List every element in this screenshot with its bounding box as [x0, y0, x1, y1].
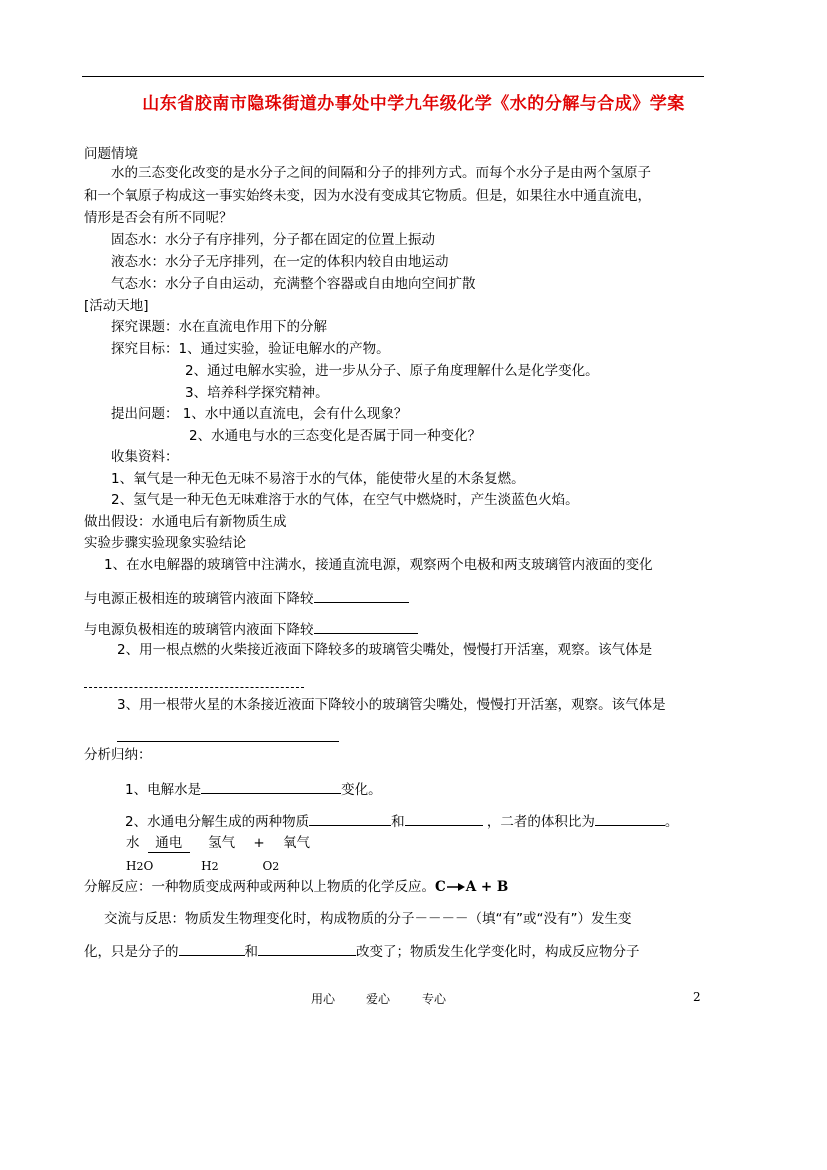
footer-word: 用心	[311, 992, 336, 1006]
collect-item: 1、氧气是一种无色无味不易溶于水的气体，能使带火星的木条复燃。	[111, 471, 525, 487]
decomposition-line	[84, 878, 508, 896]
answer-blank[interactable]	[179, 942, 245, 956]
equation-formulas	[126, 857, 279, 876]
paragraph-line: 和一个氧原子构成这一事实始终未变，因为水没有变成其它物质。但是，如果往水中通直流电，	[84, 188, 651, 204]
question-item: 1、水中通以直流电，会有什么现象？	[182, 406, 408, 422]
negative-electrode-text: 与电源负极相连的玻璃管内液面下降较	[84, 622, 314, 638]
decomposition-text: 分解反应：一种物质变成两种或两种以上物质的化学反应。	[84, 879, 435, 895]
answer-blank[interactable]	[595, 812, 665, 826]
paragraph-line: 情形是否会有所不同呢？	[84, 210, 233, 226]
equation-term: 氧气	[283, 835, 310, 851]
header-rule	[82, 76, 704, 77]
equation-term: 水	[126, 835, 140, 851]
reaction-condition: 通电	[148, 834, 190, 853]
gas-water-text: 气态水：水分子自由运动，充满整个容器或自由地向空间扩散	[111, 276, 476, 292]
activity-heading: [活动天地]	[84, 298, 149, 314]
analysis-text: 2、水通电分解生成的两种物质	[125, 814, 310, 830]
positive-electrode-text: 与电源正极相连的玻璃管内液面下降较	[84, 591, 314, 607]
formula-h2o: H2O	[126, 859, 154, 873]
solid-water-text: 固态水：水分子有序排列，分子都在固定的位置上振动	[111, 232, 435, 248]
equation-words	[126, 834, 310, 853]
analysis-text: 和	[391, 814, 405, 830]
answer-blank[interactable]	[314, 589, 409, 603]
hypothesis-text: 做出假设：水通电后有新物质生成	[84, 514, 287, 530]
analysis-text: 变化。	[341, 782, 382, 798]
liquid-water-text: 液态水：水分子无序排列，在一定的体积内较自由地运动	[111, 254, 449, 270]
page-title: 山东省胶南市隐珠街道办事处中学九年级化学《水的分解与合成》学案	[142, 94, 685, 114]
reflection-text: 改变了；物质发生化学变化时，构成反应物分子	[356, 944, 640, 960]
question-item: 2、水通电与水的三态变化是否属于同一种变化？	[189, 428, 482, 444]
page-number: 2	[693, 990, 701, 1004]
question-label: 提出问题：	[111, 406, 179, 422]
analysis-text: ，二者的体积比为	[486, 814, 595, 830]
footer-word: 专心	[422, 992, 447, 1006]
steps-heading: 实验步骤实验现象实验结论	[84, 535, 246, 551]
reaction-reactant: C	[435, 879, 446, 895]
answer-blank[interactable]	[117, 728, 339, 742]
equation-term: 氢气	[208, 835, 236, 851]
collect-heading: 收集资料：	[111, 449, 179, 465]
analysis-text: 1、电解水是	[125, 782, 202, 798]
answer-blank[interactable]	[84, 674, 304, 688]
negative-electrode-line	[84, 620, 418, 639]
goal-line	[111, 340, 390, 358]
paragraph-line: 水的三态变化改变的是水分子之间的间隔和分子的排列方式。而每个水分子是由两个氢原子	[111, 165, 651, 181]
reflection-line: 交流与反思：物质发生物理变化时，构成物质的分子－－－－（填“有”或“没有”）发生变	[104, 911, 632, 927]
analysis-text: 。	[664, 814, 679, 830]
positive-electrode-line	[84, 589, 409, 608]
goal-item: 2、通过电解水实验，进一步从分子、原子角度理解什么是化学变化。	[185, 363, 599, 379]
answer-blank[interactable]	[258, 942, 356, 956]
collect-item: 2、氢气是一种无色无味难溶于水的气体，在空气中燃烧时，产生淡蓝色火焰。	[111, 492, 579, 508]
equation-plus: +	[253, 835, 265, 851]
arrow-icon	[446, 882, 466, 892]
goal-item: 3、培养科学探究精神。	[185, 385, 329, 401]
goal-label: 探究目标：	[111, 341, 179, 357]
answer-blank[interactable]	[309, 812, 391, 826]
reflection-text: 和	[244, 944, 258, 960]
formula-o2: O2	[262, 859, 280, 873]
question-line	[111, 405, 407, 423]
answer-blank[interactable]	[405, 812, 483, 826]
answer-blank[interactable]	[314, 620, 418, 634]
step-text: 2、用一根点燃的火柴接近液面下降较多的玻璃管尖嘴处，慢慢打开活塞，观察。该气体是	[117, 642, 653, 658]
answer-blank[interactable]	[201, 780, 341, 794]
reaction-products: A + B	[465, 879, 509, 895]
analysis-line-2	[125, 812, 678, 831]
reflection-line-2	[84, 942, 640, 961]
footer-word: 爱心	[366, 992, 391, 1006]
formula-h2: H2	[201, 859, 219, 873]
goal-item: 1、通过实验，验证电解水的产物。	[178, 341, 390, 357]
analysis-line-1	[125, 780, 382, 799]
topic-text: 探究课题：水在直流电作用下的分解	[111, 319, 327, 335]
analysis-heading: 分析归纳：	[84, 747, 152, 763]
reflection-text: 化，只是分子的	[84, 944, 179, 960]
section-heading: 问题情境	[84, 146, 138, 162]
step-text: 1、在水电解器的玻璃管中注满水，接通直流电源，观察两个电极和两支玻璃管内液面的变化	[104, 557, 653, 573]
step-text: 3、用一根带火星的木条接近液面下降较小的玻璃管尖嘴处，慢慢打开活塞，观察。该气体是	[117, 697, 666, 713]
